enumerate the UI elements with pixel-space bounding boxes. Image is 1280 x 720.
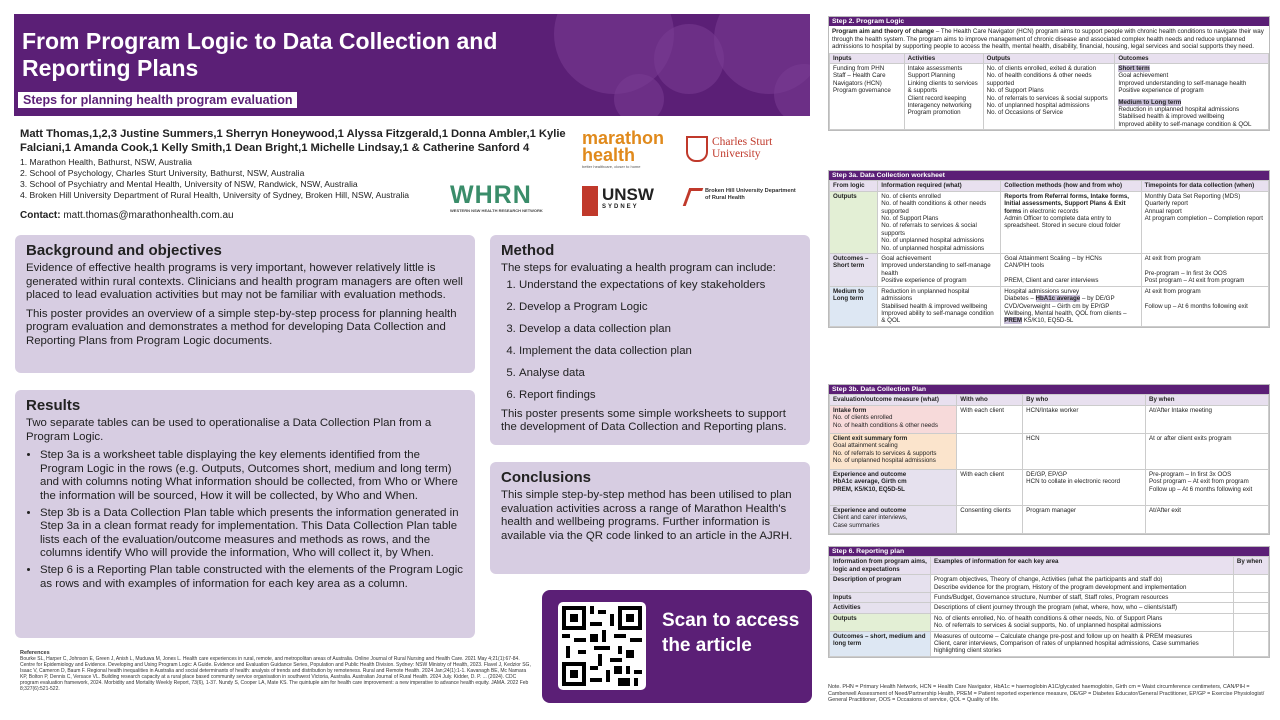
table-header: By when [1146,395,1269,405]
list-item: Support Planning [907,72,956,80]
conclusions-heading: Conclusions [501,469,592,486]
table-row [830,613,1269,631]
results-list [26,449,464,591]
short-term-label: Short term [1118,65,1150,73]
list-item: Stabilised health & improved wellbeing [1118,113,1225,121]
cell-text: – by DE/GP [1080,295,1115,303]
table-cell: Measures of outcome – Calculate change pre-post and follow up on health & PREM measures Client, carer interviews, Comparison of rates of unplanned hospital admissions, Case summaries highlighting client stories [930,631,1233,656]
table-cell: At exit from program Pre-program – In first 3x OOS Post program – At exit from program [1141,254,1268,287]
table-header: Timepoints for data collection (when) [1141,181,1268,191]
table-cell: No. of clients enrolled No. of health conditions & other needs supported No. of Support Plans No. of referrals to services & social supports No. of unplanned hospital admissions No. of unplanned hospital admissions [878,191,1001,253]
cell-text: Admin Officer to complete data entry to spreadsheet. Stored in secure cloud folder [1004,215,1121,230]
method-steps [501,276,799,405]
table-header: Evaluation/outcome measure (what) [830,395,957,405]
table-cell: Goal achievement Improved understanding to self-manage health Positive experience of program [878,254,1001,287]
step6-title: Step 6. Reporting plan [829,547,1269,556]
results-item: • Step 6 is a Reporting Plan table constructed with the elements of the Program Logic as rows and with examples of information for each key area as a column. [40,564,464,591]
list-item: Positive experience of program [1118,87,1204,95]
table-row [830,575,1269,593]
table-cell: HCN [1023,433,1146,469]
poster-subtitle: Steps for planning health program evaluation [18,92,297,108]
table-header: Examples of information for each key area [930,557,1233,575]
method-step: 6. Report findings [519,386,799,405]
outcomes-cell [1115,64,1269,130]
step2-aim-text: – The Health Care Navigator (HCN) program aims to support people with chronic health conditions to navigate their way through the health system. The program aims to improve management of chronic disease and associated complex health needs and reduce unplanned admissions to hospital by supporting people to access the health, mental health, disability, financial, housing, legal services and social supports they need. [832,28,1264,51]
cell-text: CVD/Overweight – Girth cm by EP/GP [1004,302,1110,310]
bhudrh-mark-icon [683,188,704,206]
background-panel [15,235,475,373]
list-item: No. of referrals to services & social supports [986,94,1108,102]
outputs-cell [983,64,1115,130]
conclusions-text: This simple step-by-step method has been utilised to plan evaluation activities across a range of Marathon Health's health and wellbeing programs. Further information is available via the QR code linked to an article in the AJRH. [501,489,793,542]
results-intro: Two separate tables can be used to operationalise a Data Collection Plan from a Program Logic. [26,417,432,443]
results-heading: Results [26,397,81,414]
step3b-table [829,394,1269,533]
step6-table [829,556,1269,656]
table-cell: At/After exit [1146,505,1269,533]
list-item: Program governance [833,87,891,95]
method-outro: This poster presents some simple worksheets to support the development of Data Collection and Reporting plans. [501,407,787,434]
method-step: 2. Develop a Program Logic [519,298,799,317]
table-header: Activities [904,53,983,63]
method-step: 3. Develop a data collection plan [519,320,799,339]
list-item: Staff – Health Care Navigators (HCN) [833,72,886,87]
background-paragraph: This poster provides an overview of a simple step-by-step process for planning health program evaluation and demonstrates a method for developing Data Collection and Reporting Plans from Program Logic documents. [26,307,457,347]
background-heading: Background and objectives [26,242,222,259]
step2-program-logic [828,16,1270,131]
list-item: No. of Occasions of Service [986,109,1063,117]
table-cell: At or after client exits program [1146,433,1269,469]
conclusions-panel [490,462,810,574]
table-row [830,286,1269,326]
table-cell [957,433,1023,469]
list-item: Intake assessments [907,65,963,73]
table-header: With who [957,395,1023,405]
csu-logo [686,136,796,162]
contact-line [20,210,234,221]
table-header: Outputs [983,53,1115,63]
list-item: No. of unplanned hospital admissions [986,102,1090,110]
table-header: By who [1023,395,1146,405]
method-step: 5. Analyse data [519,364,799,383]
contact-email[interactable]: matt.thomas@marathonhealth.com.au [63,210,234,221]
list-item: Improved ability to self-manage condition & QOL [1118,120,1252,128]
csu-logo-text: Charles Sturt University [712,136,773,160]
references-text: Bourke SL, Harper C, Johnson E, Green J, Anish L, Muduwa M, Jones L. Health care experiences in rural, remote, and metropolitan areas of Australia. Online Journal of Rural Nursing and Health Care. 2021 May 4;21(1):67-84. Centre for Epidemiology and Evidence. Developing and Using Program Logic: A Guide. Evidence and Evaluation Guidance Series, Population and Public Health Division. Sydney: NSW Ministry of Health, 2023. Flavel J, Kedzior SG, Isaac V, Cameron D, Baum F. Regional health inequalities in Australia and social determinants of health: analysis of trends and distribution by remoteness. Rural and Remote Health. 2024 Jan;24(1):1-1. Kavanagh BE, Mc Namara KP, Bolton P, Dennis C, Versace VL. Building research capacity at a rural place based community service organisation in southwest Victoria, Australia. Australian Journal of Rural Health. 2024 July. Kidder, D. P. ... (2024). CDC program evaluation framework, 2024. Morbidity and Mortality Weekly Report, 73(6), 1-37. Nundy S, Cooper LA, Mate KS. The quintuple aim for health care improvement: a new imperative to advance health equity. JAMA. 2022 Feb 8;327(6):521-522. [20,656,531,692]
activities-cell [904,64,983,130]
table-row [830,191,1269,253]
row-label: Activities [833,604,861,612]
table-cell: Pre-program – In first 3x OOS Post program – At exit from program Follow up – At 6 months following exit [1146,469,1269,505]
table-header: Outcomes [1115,53,1269,63]
table-row [830,603,1269,613]
background-paragraph: Evidence of effective health programs is very important, however relatively little is generated within rural contexts. Clinicians and health program managers are often well placed to lead evaluation activities but may not be familiar with evaluation methods. [26,262,463,302]
csu-crest-icon [686,136,708,162]
table-cell: No. of clients enrolled, No. of health conditions & other needs, No. of Support Plans No. of referrals to services & social supports, No. of unplanned hospital admissions [930,613,1233,631]
method-intro: The steps for evaluating a health program can include: [501,262,776,274]
row-label: Outputs [833,192,857,200]
table-row [830,433,1269,469]
qr-code-icon[interactable] [558,602,646,690]
results-item: • Step 3a is a worksheet table displaying the key elements identified from the Program Logic in the rows (e.g. Outputs, Outcomes short, medium and long term) and with columns noting What information should be collected, from Who or Where the information will be sourced, How it will be collected, by Who and When. [40,449,464,503]
method-step: 1. Understand the expectations of key stakeholders [519,276,799,295]
whrn-logo-text: WHRN [450,181,532,209]
list-item: Reduction in unplanned hospital admissions [1118,106,1240,114]
table-row [830,505,1269,533]
marathon-health-logo [582,130,672,169]
table-cell: Reduction in unplanned hospital admissions Stabilised health & improved wellbeing Improved ability to self-manage condition & QOL [878,286,1001,326]
results-item: • Step 3b is a Data Collection Plan table which presents the information generated in Step 3a in a clean format ready for implementation. This Data Collection Plan table lists each of the evaluation/outcome measures and methods as rows, and the columns identify Who will provide the information, Who will collect it, by When. [40,507,464,561]
table-cell: Program manager [1023,505,1146,533]
cell-text: Client and carer interviews, Case summaries [833,514,908,529]
table-header: Information required (what) [878,181,1001,191]
cell-text: K5/K10, EQ5D-5L [1022,317,1074,325]
affiliation: 1. Marathon Health, Bathurst, NSW, Australia [20,157,192,167]
table-header: By when [1233,557,1268,575]
table-header: Collection methods (how and from who) [1001,181,1141,191]
table-cell: Monthly Data Set Reporting (MDS) Quarterly report Annual report At program completion – Completion report [1141,191,1268,253]
method-panel [490,235,810,445]
row-label: Inputs [833,594,852,602]
step3b-collection-plan [828,384,1270,535]
cell-text: Hospital admissions survey [1004,287,1080,295]
list-item: Goal achievement [1118,72,1169,80]
table-row [830,469,1269,505]
cell-text: Reports from Referral forms, Intake forms, Initial assessments, Support Plans & Exit forms [1004,192,1130,215]
table-row [830,254,1269,287]
cell-text: HbA1c average [1035,295,1081,303]
table-cell [1001,191,1141,253]
row-label: Description of program [833,576,902,584]
cell-text: Diabetes – [1004,295,1036,303]
table-cell: Consenting clients [957,505,1023,533]
table-row [830,405,1269,433]
list-item: No. of clients enrolled, exited & duration [986,65,1097,73]
whrn-logo-tagline: WESTERN NSW HEALTH RESEARCH NETWORK [450,208,543,213]
list-item: No. of Support Plans [986,87,1044,95]
table-cell: Goal Attainment Scaling – by HCNs CAN/PIH tools PREM, Client and carer interviews [1001,254,1141,287]
marathon-logo-text: marathon health [582,128,665,165]
table-row [830,631,1269,656]
bhudrh-logo-text: Broken Hill University Department of Rural Health [705,188,796,201]
references-heading: References [20,650,50,656]
table-cell: At exit from program Follow up – At 6 months following exit [1141,286,1268,326]
row-label: Outcomes – Short term [833,255,869,270]
whrn-logo [450,183,560,213]
cell-text: in electronic records [1021,207,1079,215]
step2-aim-label: Program aim and theory of change [832,28,935,36]
step2-aim [829,26,1269,52]
row-label: Medium to Long term [833,287,864,303]
list-item: Linking clients to services & supports [907,79,978,95]
step3b-title: Step 3b. Data Collection Plan [829,385,1269,394]
step3a-table [829,180,1269,326]
cell-text: PREM [1004,317,1023,325]
unsw-logo-text: UNSW [602,185,654,204]
row-label: Experience and outcome [833,470,907,478]
affiliation: 4. Broken Hill University Department of Rural Health, University of Sydney, Broken Hill, NSW, Australia [20,190,410,200]
list-item: Improved understanding to self-manage health [1118,79,1247,87]
table-header: Inputs [830,53,905,63]
unsw-logo-tagline: SYDNEY [602,204,639,210]
qr-panel[interactable] [542,590,812,703]
unsw-logo [582,186,672,216]
table-cell [1001,286,1141,326]
table-header: From logic [830,181,878,191]
row-label: Client exit summary form [833,434,908,442]
bhudrh-logo [686,188,798,206]
cell-text: HbA1c average, Girth cm PREM, K5/K10, EQ5D-5L [833,478,907,493]
step3a-worksheet [828,170,1270,328]
affiliation: 2. School of Psychology, Charles Sturt University, Bathurst, NSW, Australia [20,168,305,178]
list-item: Program promotion [907,109,961,117]
list-item: Client record keeping [907,94,967,102]
step3a-title: Step 3a. Data Collection worksheet [829,171,1269,180]
poster-title: From Program Logic to Data Collection and Reporting Plans [22,28,498,81]
cell-text: Goal attainment scaling No. of referrals to services & supports No. of unplanned hospital admissions [833,442,937,465]
table-cell: With each client [957,469,1023,505]
cell-text: No. of clients enrolled No. of health conditions & other needs [833,414,938,429]
qr-caption: Scan to access the article [662,610,800,656]
step6-reporting-plan [828,546,1270,658]
row-label: Outputs [833,614,857,622]
list-item: Interagency networking [907,102,972,110]
title-banner [14,14,810,116]
list-item: No. of health conditions & other needs supported [986,72,1092,87]
method-step: 4. Implement the data collection plan [519,342,799,361]
cell-text: Wellbeing, Mental health, QOL from clients – [1004,309,1127,317]
contact-label: Contact: [20,210,61,221]
table-cell: Funds/Budget, Governance structure, Number of staff, Staff roles, Program resources [930,593,1233,603]
abbreviations-note: Note. PHN = Primary Health Network, HCN = Health Care Navigator, HbA1c = haemoglobin A1C/glycated haemoglobin, Girth cm = Waist circumference centimeters, CAN/PIH = Camberwell Assessment of Need/Partnership Health, PREM = Patient reported experience measure, DE/GP = Diabetes Educator/General Practitioner, EP/GP = Exercise Physiologist/ General Practitioner, OOS = Occasions of service, QOL = Quality of life. [828,684,1265,704]
table-header: Information from program aims, logic and expectations [830,557,931,575]
unsw-crest-icon [582,186,598,216]
step2-title: Step 2. Program Logic [829,17,1269,26]
table-row [830,593,1269,603]
step2-table [829,53,1269,131]
inputs-cell [830,64,905,130]
references [20,650,532,692]
table-cell: Descriptions of client journey through the program (what, where, how, who – clients/staff) [930,603,1233,613]
results-panel [15,390,475,638]
table-cell: DE/GP, EP/GP HCN to collate in electronic record [1023,469,1146,505]
row-label: Experience and outcome [833,506,907,514]
long-term-label: Medium to Long term [1118,98,1182,106]
row-label: Intake form [833,406,867,414]
table-cell: Program objectives, Theory of change, Activities (what the participants and staff do) Describe evidence for the program, History of the program development and implementation [930,575,1233,593]
table-cell: HCN/Intake worker [1023,405,1146,433]
row-label: Outcomes – short, medium and long term [833,632,926,648]
method-heading: Method [501,242,555,259]
table-cell: With each client [957,405,1023,433]
author-list: Matt Thomas,1,2,3 Justine Summers,1 Sherryn Honeywood,1 Alyssa Fitzgerald,1 Donna Ambler,1 Kylie Falciani,1 Amanda Cook,1 Kelly Smith,1 Dean Bright,1 Michelle Lindsay,1 & Catherine Sanford 4 [20,128,566,154]
marathon-logo-tagline: better healthcare, closer to home [582,164,641,169]
table-cell: At/After Intake meeting [1146,405,1269,433]
affiliation: 3. School of Psychiatry and Mental Health, University of NSW, Randwick, NSW, Australia [20,179,358,189]
list-item: Funding from PHN [833,65,885,73]
